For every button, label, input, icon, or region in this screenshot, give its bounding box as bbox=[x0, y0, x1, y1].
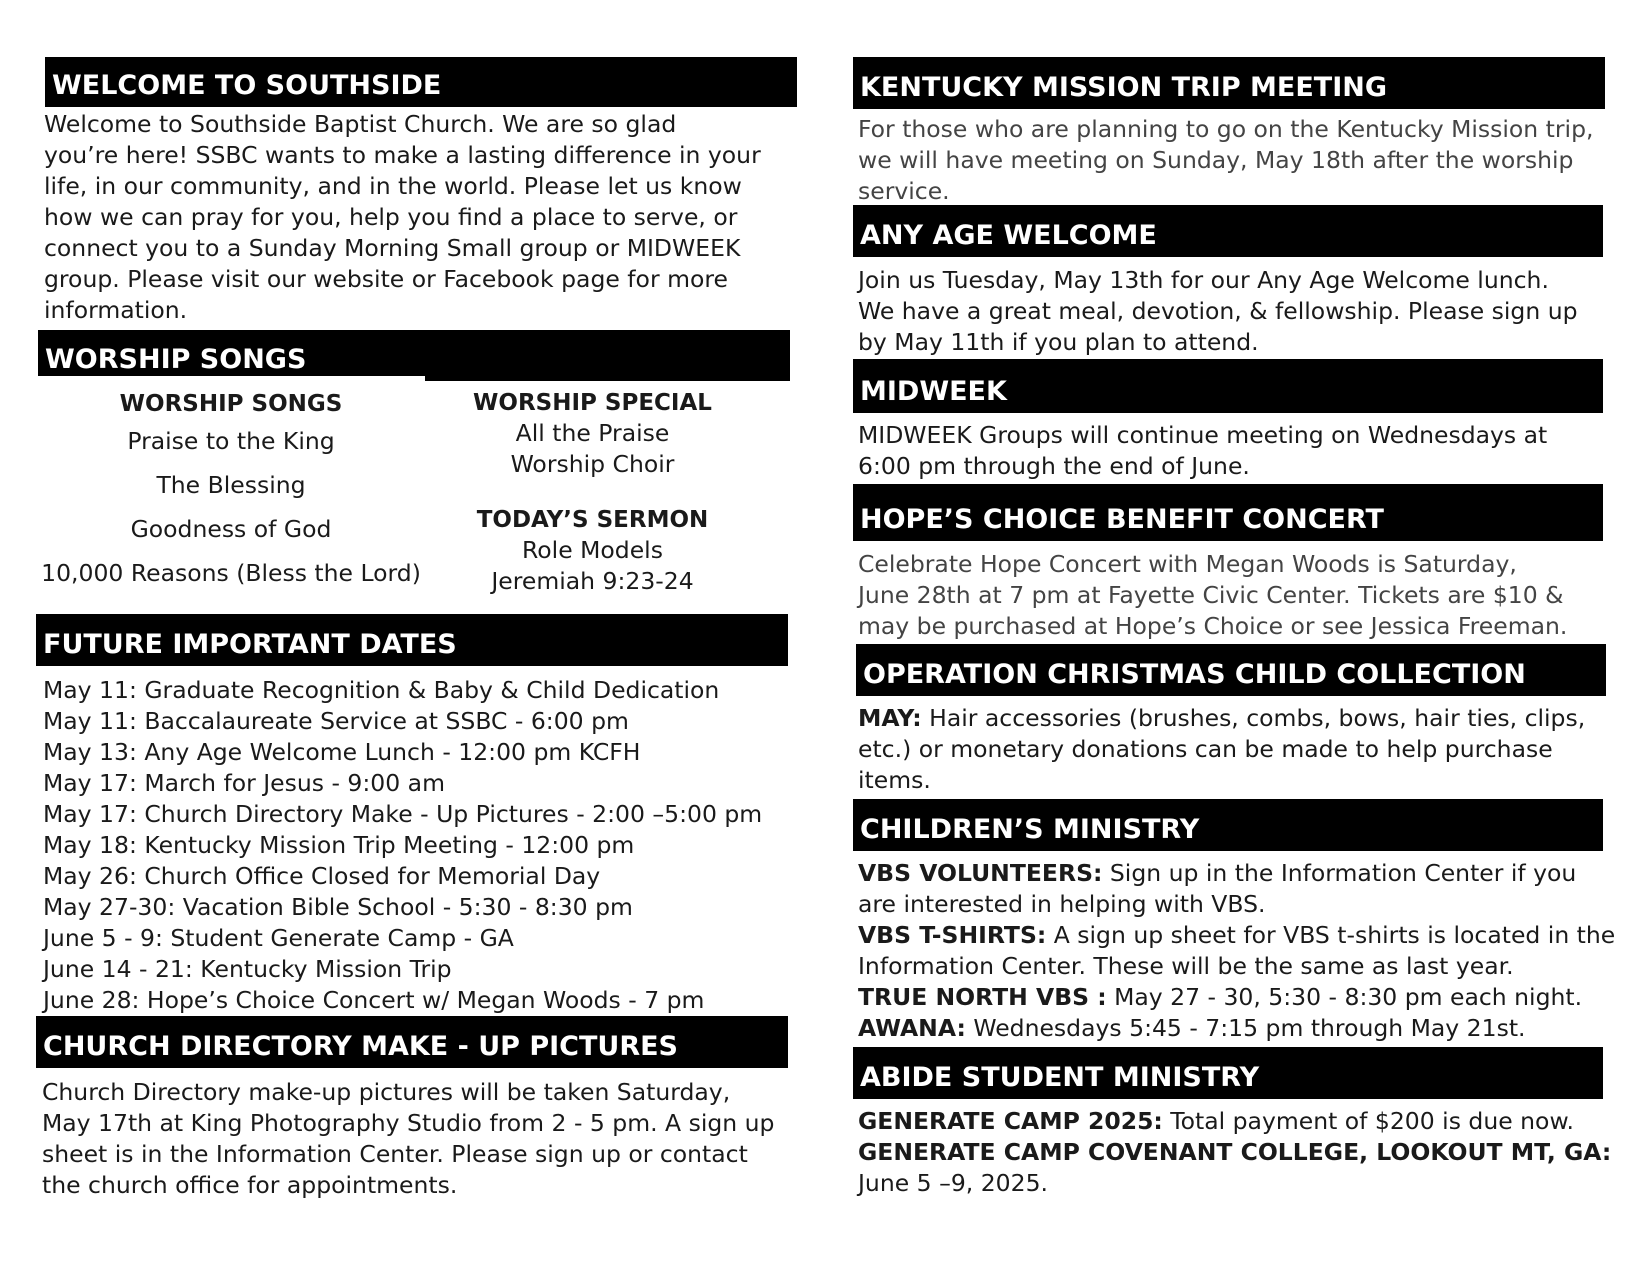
text-line: For those who are planning to go on the Kentucky Mission trip, bbox=[858, 115, 1594, 143]
worship-heading: WORSHIP SONGS bbox=[38, 330, 790, 381]
date-item: May 18: Kentucky Mission Trip Meeting - 12:00 pm bbox=[43, 831, 635, 859]
text-line bbox=[858, 982, 1615, 1013]
anyage-text bbox=[858, 265, 1578, 358]
text-line: We have a great meal, devotion, & fellowship. Please sign up bbox=[858, 297, 1578, 325]
song: The Blessing bbox=[156, 471, 306, 499]
occ-heading: OPERATION CHRISTMAS CHILD COLLECTION bbox=[856, 644, 1606, 696]
directory-text bbox=[42, 1077, 774, 1201]
text-line: group. Please visit our website or Facebook page for more bbox=[44, 265, 728, 293]
covenant-label: GENERATE CAMP COVENANT COLLEGE, LOOKOUT MT, GA: bbox=[858, 1138, 1612, 1166]
song: 10,000 Reasons (Bless the Lord) bbox=[41, 559, 421, 587]
occ-text bbox=[858, 703, 1585, 796]
worship-special-title: WORSHIP SPECIAL bbox=[473, 390, 712, 416]
vbs-tshirts-label: VBS T-SHIRTS: bbox=[858, 921, 1047, 949]
date-item: May 11: Graduate Recognition & Baby & Child Dedication bbox=[43, 676, 720, 704]
date-item: June 28: Hope’s Choice Concert w/ Megan Woods - 7 pm bbox=[43, 986, 705, 1014]
vbs-volunteers-label: VBS VOLUNTEERS: bbox=[858, 859, 1103, 887]
welcome-text bbox=[44, 109, 761, 326]
hope-heading: HOPE’S CHOICE BENEFIT CONCERT bbox=[853, 484, 1603, 541]
directory-heading: CHURCH DIRECTORY MAKE - UP PICTURES bbox=[36, 1016, 788, 1068]
text-line: life, in our community, and in the world. Please let us know bbox=[44, 172, 742, 200]
date-item: June 14 - 21: Kentucky Mission Trip bbox=[43, 955, 452, 983]
special-line: Worship Choir bbox=[510, 450, 675, 478]
text-line: by May 11th if you plan to attend. bbox=[858, 328, 1259, 356]
text-line: connect you to a Sunday Morning Small group or MIDWEEK bbox=[44, 234, 741, 262]
text-line: Celebrate Hope Concert with Megan Woods is Saturday, bbox=[858, 550, 1517, 578]
text-line bbox=[858, 1106, 1611, 1137]
worship-songs-list bbox=[38, 389, 424, 595]
text-line: Information Center. These will be the same as last year. bbox=[858, 952, 1514, 980]
text-line: may be purchased at Hope’s Choice or see Jessica Freeman. bbox=[858, 612, 1568, 640]
text-line bbox=[858, 1137, 1611, 1168]
text-line bbox=[858, 858, 1615, 889]
text-line: how we can pray for you, help you find a place to serve, or bbox=[44, 203, 738, 231]
kentucky-heading: KENTUCKY MISSION TRIP MEETING bbox=[853, 57, 1605, 109]
text-line bbox=[858, 920, 1615, 951]
text-line: you’re here! SSBC wants to make a lasting difference in your bbox=[44, 141, 761, 169]
children-heading: CHILDREN’S MINISTRY bbox=[853, 799, 1603, 851]
worship-special bbox=[440, 388, 745, 480]
hope-text bbox=[858, 549, 1567, 642]
sermon-title: TODAY’S SERMON bbox=[476, 507, 709, 533]
text-line: the church office for appointments. bbox=[42, 1171, 458, 1199]
text-line: May 17th at King Photography Studio from 2 - 5 pm. A sign up bbox=[42, 1109, 775, 1137]
true-north-label: TRUE NORTH VBS : bbox=[858, 983, 1107, 1011]
text-line: service. bbox=[858, 177, 950, 205]
midweek-heading: MIDWEEK bbox=[853, 359, 1603, 413]
date-item: May 26: Church Office Closed for Memorial Day bbox=[43, 862, 601, 890]
date-item: May 11: Baccalaureate Service at SSBC - 6:00 pm bbox=[43, 707, 629, 735]
text-line: are interested in helping with VBS. bbox=[858, 890, 1266, 918]
welcome-heading: WELCOME TO SOUTHSIDE bbox=[45, 57, 797, 107]
song: Praise to the King bbox=[127, 427, 335, 455]
dates-heading: FUTURE IMPORTANT DATES bbox=[36, 614, 788, 666]
todays-sermon bbox=[440, 505, 745, 597]
abide-heading: ABIDE STUDENT MINISTRY bbox=[853, 1047, 1603, 1099]
text: Sign up in the Information Center if you bbox=[1102, 859, 1577, 887]
text-line bbox=[858, 703, 1585, 734]
text: Wednesdays 5:45 - 7:15 pm through May 21st. bbox=[965, 1014, 1526, 1042]
occ-line: Hair accessories (brushes, combs, bows, hair ties, clips, bbox=[921, 704, 1586, 732]
text-line: 6:00 pm through the end of June. bbox=[858, 452, 1250, 480]
text-line: Welcome to Southside Baptist Church. We are so glad bbox=[44, 110, 677, 138]
occ-label: MAY: bbox=[858, 704, 922, 732]
abide-text bbox=[858, 1106, 1611, 1199]
kentucky-text bbox=[858, 114, 1593, 207]
sermon-line: Jeremiah 9:23-24 bbox=[491, 567, 694, 595]
worship-heading-notch bbox=[38, 376, 425, 382]
text: May 27 - 30, 5:30 - 8:30 pm each night. bbox=[1106, 983, 1583, 1011]
children-text bbox=[858, 858, 1615, 1044]
date-item: June 5 - 9: Student Generate Camp - GA bbox=[43, 924, 514, 952]
date-item: May 27-30: Vacation Bible School - 5:30 - 8:30 pm bbox=[43, 893, 633, 921]
awana-label: AWANA: bbox=[858, 1014, 966, 1042]
text-line: sheet is in the Information Center. Please sign up or contact bbox=[42, 1140, 748, 1168]
text-line: June 28th at 7 pm at Fayette Civic Center. Tickets are $10 & bbox=[858, 581, 1564, 609]
text: Total payment of $200 is due now. bbox=[1162, 1107, 1574, 1135]
text-line: information. bbox=[44, 296, 188, 324]
song: Goodness of God bbox=[130, 515, 332, 543]
text-line bbox=[858, 1013, 1615, 1044]
text-line: we will have meeting on Sunday, May 18th after the worship bbox=[858, 146, 1574, 174]
sermon-line: Role Models bbox=[522, 536, 663, 564]
midweek-text bbox=[858, 420, 1547, 482]
special-line: All the Praise bbox=[515, 419, 670, 447]
date-item: May 13: Any Age Welcome Lunch - 12:00 pm KCFH bbox=[43, 738, 641, 766]
text-line: June 5 –9, 2025. bbox=[858, 1169, 1048, 1197]
worship-songs-title: WORSHIP SONGS bbox=[119, 391, 343, 417]
text-line: Church Directory make-up pictures will be taken Saturday, bbox=[42, 1078, 731, 1106]
dates-list bbox=[43, 675, 762, 1016]
date-item: May 17: March for Jesus - 9:00 am bbox=[43, 769, 445, 797]
text: A sign up sheet for VBS t-shirts is located in the bbox=[1046, 921, 1616, 949]
text-line: Join us Tuesday, May 13th for our Any Age Welcome lunch. bbox=[858, 266, 1549, 294]
generate-camp-label: GENERATE CAMP 2025: bbox=[858, 1107, 1163, 1135]
text-line: MIDWEEK Groups will continue meeting on Wednesdays at bbox=[858, 421, 1548, 449]
anyage-heading: ANY AGE WELCOME bbox=[853, 205, 1603, 257]
text-line: etc.) or monetary donations can be made to help purchase bbox=[858, 735, 1553, 763]
text-line: items. bbox=[858, 766, 931, 794]
date-item: May 17: Church Directory Make - Up Pictures - 2:00 –5:00 pm bbox=[43, 800, 763, 828]
